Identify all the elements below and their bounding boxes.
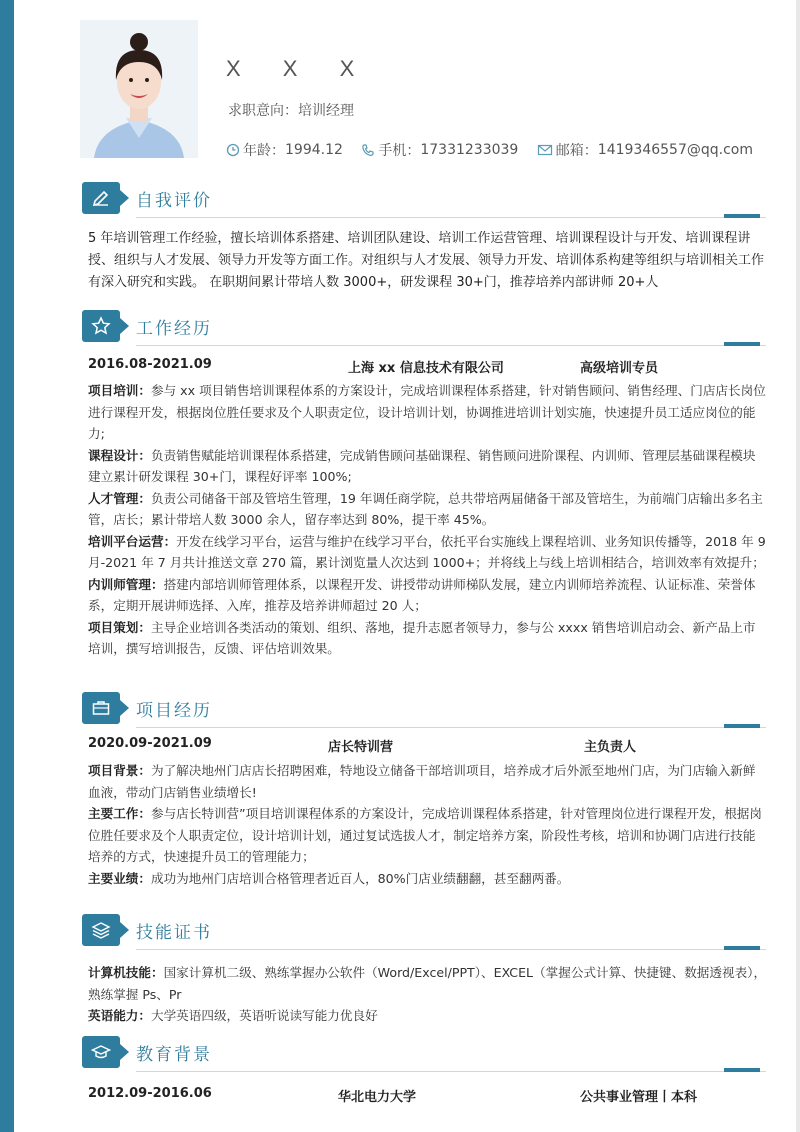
work-header <box>82 310 766 346</box>
list-item <box>88 531 768 574</box>
left-accent-bar <box>0 0 14 1132</box>
section-divider <box>136 949 766 950</box>
item-label: 课程设计： <box>88 447 151 463</box>
job-intent-label: 求职意向： <box>228 103 298 119</box>
item-text: 为了解决地州门店店长招聘困难，特地设立储备干部培训项目，培养成才后外派至地州门店，为门店输入新鲜血液，带动门店销售业绩增长! <box>88 763 756 800</box>
job-intent <box>228 100 354 120</box>
project-title: 项目经历 <box>136 701 212 721</box>
list-item <box>88 488 768 531</box>
item-label: 项目背景： <box>88 763 151 778</box>
skills-items <box>88 962 768 1027</box>
item-label: 项目培训： <box>88 383 151 398</box>
project-role: 主负责人 <box>584 740 637 755</box>
layers-icon <box>91 920 111 940</box>
list-item <box>88 962 768 1005</box>
list-item <box>88 445 768 488</box>
section-accent <box>724 1068 760 1072</box>
star-icon <box>91 316 111 336</box>
phone-value[interactable]: 17331233039 <box>420 142 519 158</box>
email-contact <box>537 140 753 160</box>
pencil-icon <box>91 188 111 208</box>
age-value: 1994.12 <box>285 142 343 158</box>
work-title: 工作经历 <box>136 319 212 339</box>
skills-title: 技能证书 <box>136 923 212 943</box>
education-major: 公共事业管理丨本科 <box>580 1090 698 1105</box>
work-items <box>88 380 768 660</box>
section-divider <box>136 1071 766 1072</box>
project-name: 店长特训营 <box>328 740 394 755</box>
education-title: 教育背景 <box>136 1045 212 1065</box>
clock-icon <box>226 143 240 157</box>
item-label: 主要业绩： <box>88 870 151 886</box>
work-badge <box>82 310 120 342</box>
email-label: 邮箱： <box>555 143 598 159</box>
section-divider <box>136 727 766 728</box>
work-company: 上海 xx 信息技术有限公司 <box>348 361 504 376</box>
age-label: 年龄： <box>243 143 285 159</box>
section-divider <box>136 345 766 346</box>
item-label: 人才管理： <box>88 490 151 506</box>
self-eval-text: 5 年培训管理工作经验，擅长培训体系搭建、培训团队建设、培训工作运营管理、培训课程设计与开发、培训课程讲授、组织与人才发展、领导力开发等方面工作。对组织与人才发展、领导力开发、培训体系构建等组织与培训相关工作有深入研究和实践。 在职期间累计带培人数 3000+，研发课程 30+门，推荐培养内部讲师 20+人 <box>88 231 765 290</box>
project-header <box>82 692 766 728</box>
item-text: 开发在线学习平台，运营与维护在线学习平台，依托平台实施线上课程培训、业务知识传播等，2018 年 9 月-2021 年 7 月共计推送文章 270 篇，累计浏览量人次达到 1000+；并将线上与线上培训相结合，培训效率有效提升； <box>88 533 766 570</box>
item-text: 参与店长特训营”项目培训课程体系的方案设计，完成培训课程体系搭建，针对管理岗位进行课程开发，根据岗位胜任要求及个人职责定位，设计培训计划，通过复试选拔人才，制定培养方案，阶段性考核，培训和协调门店进行技能培养的方式，快速提升员工的管理能力； <box>88 806 762 864</box>
work-summary-row <box>88 357 768 377</box>
job-intent-value: 培训经理 <box>298 103 354 119</box>
item-text: 成功为地州门店培训合格管理者近百人，80%门店业绩翻翻，甚至翻两番。 <box>150 870 570 886</box>
list-item <box>88 1005 768 1027</box>
contact-info <box>226 140 767 161</box>
section-accent <box>724 724 760 728</box>
item-text: 搭建内部培训师管理体系，以课程开发、讲授带动讲师梯队发展，建立内训师培养流程、认证标准、荣誉体系，定期开展讲师选择、入库，推荐及培养讲师超过 20 人； <box>88 576 756 613</box>
section-accent <box>724 946 760 950</box>
item-text: 大学英语四级，英语听说读写能力优良好 <box>150 1008 378 1023</box>
phone-contact <box>361 140 518 160</box>
skills-badge <box>82 914 120 946</box>
item-text: 国家计算机二级、熟练掌握办公软件（Word/Excel/PPT）、EXCEL（掌握公式计算、快捷键、数据透视表），熟练掌握 Ps、Pr <box>88 965 767 1002</box>
education-school: 华北电力大学 <box>338 1090 417 1105</box>
section-accent <box>724 214 760 218</box>
project-period: 2020.09-2021.09 <box>88 736 212 751</box>
self-eval-header <box>82 182 766 218</box>
graduation-cap-icon <box>91 1042 111 1062</box>
list-item <box>88 574 768 617</box>
work-period: 2016.08-2021.09 <box>88 357 212 372</box>
phone-icon <box>361 143 375 157</box>
project-items <box>88 760 768 889</box>
phone-label: 手机： <box>378 143 421 159</box>
work-position: 高级培训专员 <box>580 361 659 376</box>
item-label: 项目策划： <box>88 619 151 635</box>
item-text: 负责销售赋能培训课程体系搭建，完成销售顾问基础课程、销售顾问进阶课程、内训师、管理层基础课程模块建立累计研发课程 30+门，课程好评率 100%; <box>88 447 756 484</box>
item-label: 内训师管理： <box>88 576 164 592</box>
section-accent <box>724 342 760 346</box>
item-text: 参与 xx 项目销售培训课程体系的方案设计，完成培训课程体系搭建，针对销售顾问、销售经理、门店店长岗位进行课程开发，根据岗位胜任要求及个人职责定位，设计培训计划，协调推进培训计划实施，快速提升员工适应岗位的能力; <box>88 383 766 441</box>
item-label: 计算机技能： <box>88 965 164 980</box>
project-summary-row <box>88 736 768 756</box>
age-contact <box>226 140 343 160</box>
item-label: 英语能力： <box>88 1008 151 1023</box>
profile-photo <box>80 20 198 158</box>
briefcase-icon <box>91 698 111 718</box>
right-edge-bar <box>796 0 800 1132</box>
self-eval-badge <box>82 182 120 214</box>
education-row <box>88 1086 768 1106</box>
item-label: 培训平台运营： <box>88 533 177 549</box>
mail-icon <box>537 143 553 157</box>
section-divider <box>136 217 766 218</box>
email-value[interactable]: 1419346557@qq.com <box>597 142 753 158</box>
candidate-name: X X X <box>226 56 373 81</box>
item-label: 主要工作： <box>88 806 151 821</box>
education-badge <box>82 1036 120 1068</box>
list-item <box>88 803 768 868</box>
list-item <box>88 380 768 445</box>
education-header <box>82 1036 766 1072</box>
list-item <box>88 760 768 803</box>
list-item <box>88 868 768 890</box>
item-text: 负责公司储备干部及管培生管理，19 年调任商学院，总共带培两届储备干部及管培生，为前端门店输出多名主管，店长；累计带培人数 3000 余人，留存率达到 80%，提干率 45%。 <box>88 490 763 527</box>
education-period: 2012.09-2016.06 <box>88 1086 212 1101</box>
item-text: 主导企业培训各类活动的策划、组织、落地，提升志愿者领导力，参与公 xxxx 销售培训启动会、新产品上市培训，撰写培训报告，反馈、评估培训效果。 <box>88 619 756 656</box>
self-eval-title: 自我评价 <box>136 191 212 211</box>
list-item <box>88 617 768 660</box>
skills-header <box>82 914 766 950</box>
project-badge <box>82 692 120 724</box>
